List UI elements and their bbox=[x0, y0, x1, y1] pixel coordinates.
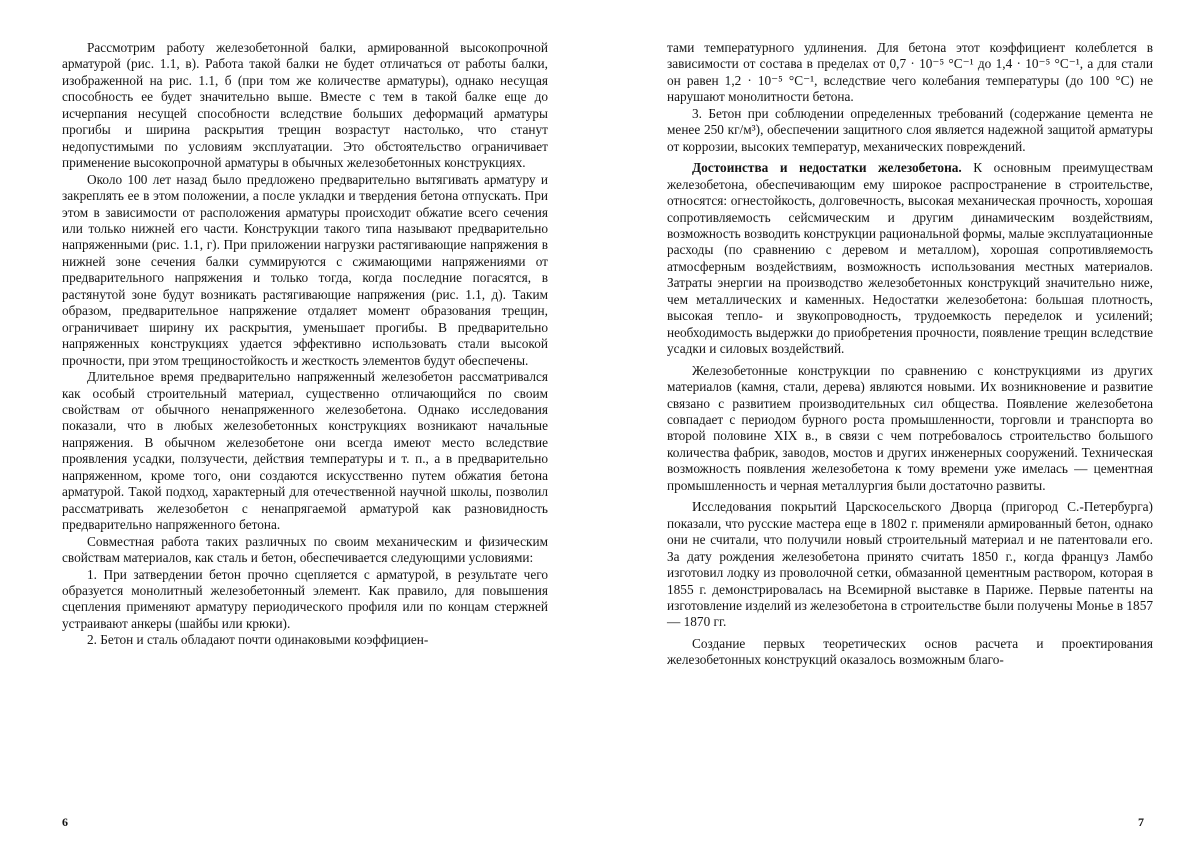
paragraph-history-origin: Железобетонные конструкции по сравнению с конструкциями из других материалов (камня, стали, дерева) являются новыми. Их возникновение и развитие связано с развитием производительных сил общества. Появление железобетона совпадает с периодом бурного роста промышленности, торговли и транспорта во второй половине XIX в., в связи с чем потребовалось строительство большого количества фабрик, заводов, мостов и других инженерных сооружений. Техническая возможность появления железобетона к тому времени уже имелась — цементная промышленность и черная металлургия были достаточно развиты. bbox=[667, 362, 1153, 493]
paragraph-advantages bbox=[667, 160, 1153, 357]
list-item-bond: 1. При затвердении бетон прочно сцепляется с арматурой, в результате чего образуется монолитный железобетонный элемент. Как правило, для повышения сцепления применяют арматуру периодического профиля или по концам стержней устраивают анкеры (шайбы или крюки). bbox=[62, 566, 548, 631]
page-number-left: 6 bbox=[62, 815, 68, 829]
advantages-text: К основным преимуществам железобетона, обеспечивающим ему широкое распространение в строительстве, относятся: огнестойкость, долговечность, высокая механическая прочность, хорошая сопротивляемость сейсмическим и другим динамическим воздействиям, возможность возводить конструкции рациональной формы, малые эксплуатационные расходы (по сравнению с деревом и металлом), хорошая сопротивляемость атмосферным воздействиям, возможность использования местных материалов. Затраты энергии на производство железобетонных конструкций значительно ниже, чем металлических и каменных. Недостатки железобетона: большая плотность, высокая тепло- и звукопроводность, трудоемкость переделок и усилений; необходимость выдержки до приобретения прочности, появление трещин вследствие усадки и силовых воздействий. bbox=[667, 160, 1153, 357]
paragraph-tsarskoye-selo: Исследования покрытий Царскосельского Дворца (пригород С.-Петербурга) показали, что русские мастера еще в 1802 г. применяли армированный бетон, однако они не считали, что получили новый строительный материал и не патентовали его. За дату рождения железобетона принято считать 1850 г., когда француз Ламбо изготовил лодку из проволочной сетки, обмазанной цементным раствором, которая в 1855 г. демонстрировалась на Всемирной выставке в Париже. Первые патенты на изготовление изделий из железобетона в строительстве были получены Монье в 1857 — 1870 гг. bbox=[667, 499, 1153, 630]
paragraph-high-strength-rebar: Рассмотрим работу железобетонной балки, армированной высокопрочной арматурой (рис. 1.1, в). Работа такой балки не будет отличаться от работы балки, изображенной на рис. 1.1, б (при том же количестве арматуры), однако несущая способность ее будет значительно выше. Вместе с тем в такой балке еще до исчерпания несущей способности вследствие больших деформаций арматуры прогибы и ширина раскрытия трещин возрастут настолько, что станут недопустимыми по условиям эксплуатации. Это обстоятельство ограничивает применение высокопрочной арматуры в обычных железобетонных конструкциях. bbox=[62, 40, 548, 171]
list-item-thermal-expansion: 2. Бетон и сталь обладают почти одинаковыми коэффициен- bbox=[87, 632, 429, 648]
paragraph-theory-foundations: Создание первых теоретических основ расчета и проектирования железобетонных конструкций оказалось возможным благо- bbox=[667, 635, 1153, 668]
left-page bbox=[62, 40, 548, 830]
page-number-right: 7 bbox=[1138, 815, 1144, 829]
paragraph-prestressed-concrete-history: Длительное время предварительно напряженный железобетон рассматривался как особый строительный материал, существенно отличающийся по своим свойствам от обычного ненапряженного железобетона. Однако исследования показали, что в любых железобетонных конструкциях возникают начальные напряжения. В обычном железобетоне они всегда имеют место вследствие проявления усадки, ползучести, действия температуры и т. п., а в предварительно напряженном, кроме того, они создаются искусственно путем обжатия бетона арматурой. Такой подход, характерный для отечественной научной школы, позволил рассматривать железобетон с ненапрягаемой арматурой как разновидность предварительно напряженного бетона. bbox=[62, 369, 548, 533]
section-heading-advantages: Достоинства и недостатки железобетона. bbox=[692, 160, 962, 176]
right-page bbox=[667, 40, 1153, 830]
paragraph-thermal-continuation: тами температурного удлинения. Для бетона этот коэффициент колеблется в зависимости от состава в пределах от 0,7 · 10⁻⁵ °C⁻¹ до 1,4 · 10⁻⁵ °C⁻¹, а для стали он равен 1,2 · 10⁻⁵ °C⁻¹, вследствие чего колебания температуры (до 100 °C) не нарушают монолитности бетона. bbox=[667, 40, 1153, 105]
list-item-corrosion-protection: 3. Бетон при соблюдении определенных требований (содержание цемента не менее 250 кг/м³), обеспечении защитного слоя является надежной защитой арматуры от коррозии, высоких температур, механических повреждений. bbox=[667, 105, 1153, 154]
paragraph-prestressing: Около 100 лет назад было предложено предварительно вытягивать арматуру и закреплять ее в этом положении, а после укладки и твердения бетона отпускать. При этом в зависимости от расположения арматуры происходит обжатие всего сечения или только нижней его части. Конструкции такого типа называют предварительно напряженными (рис. 1.1, г). При приложении нагрузки растягивающие напряжения в нижней зоне сечения балки суммируются с сжимающими напряжениями от предварительного напряжения и только тогда, когда последние погасятся, в растянутой зоне будут возникать растягивающие напряжения (рис. 1.1, д). Таким образом, предварительное напряжение отдаляет момент образования трещин, ограничивает ширину их раскрытия, уменьшает прогибы. В предварительно напряженных конструкциях удается эффективно использовать стали высокой прочности, при этом трещиностойкость и жесткость элементов будут обеспечены. bbox=[62, 171, 548, 368]
paragraph-joint-work-conditions: Совместная работа таких различных по своим механическим и физическим свойствам материалов, как сталь и бетон, обеспечивается следующими условиями: bbox=[62, 533, 548, 566]
